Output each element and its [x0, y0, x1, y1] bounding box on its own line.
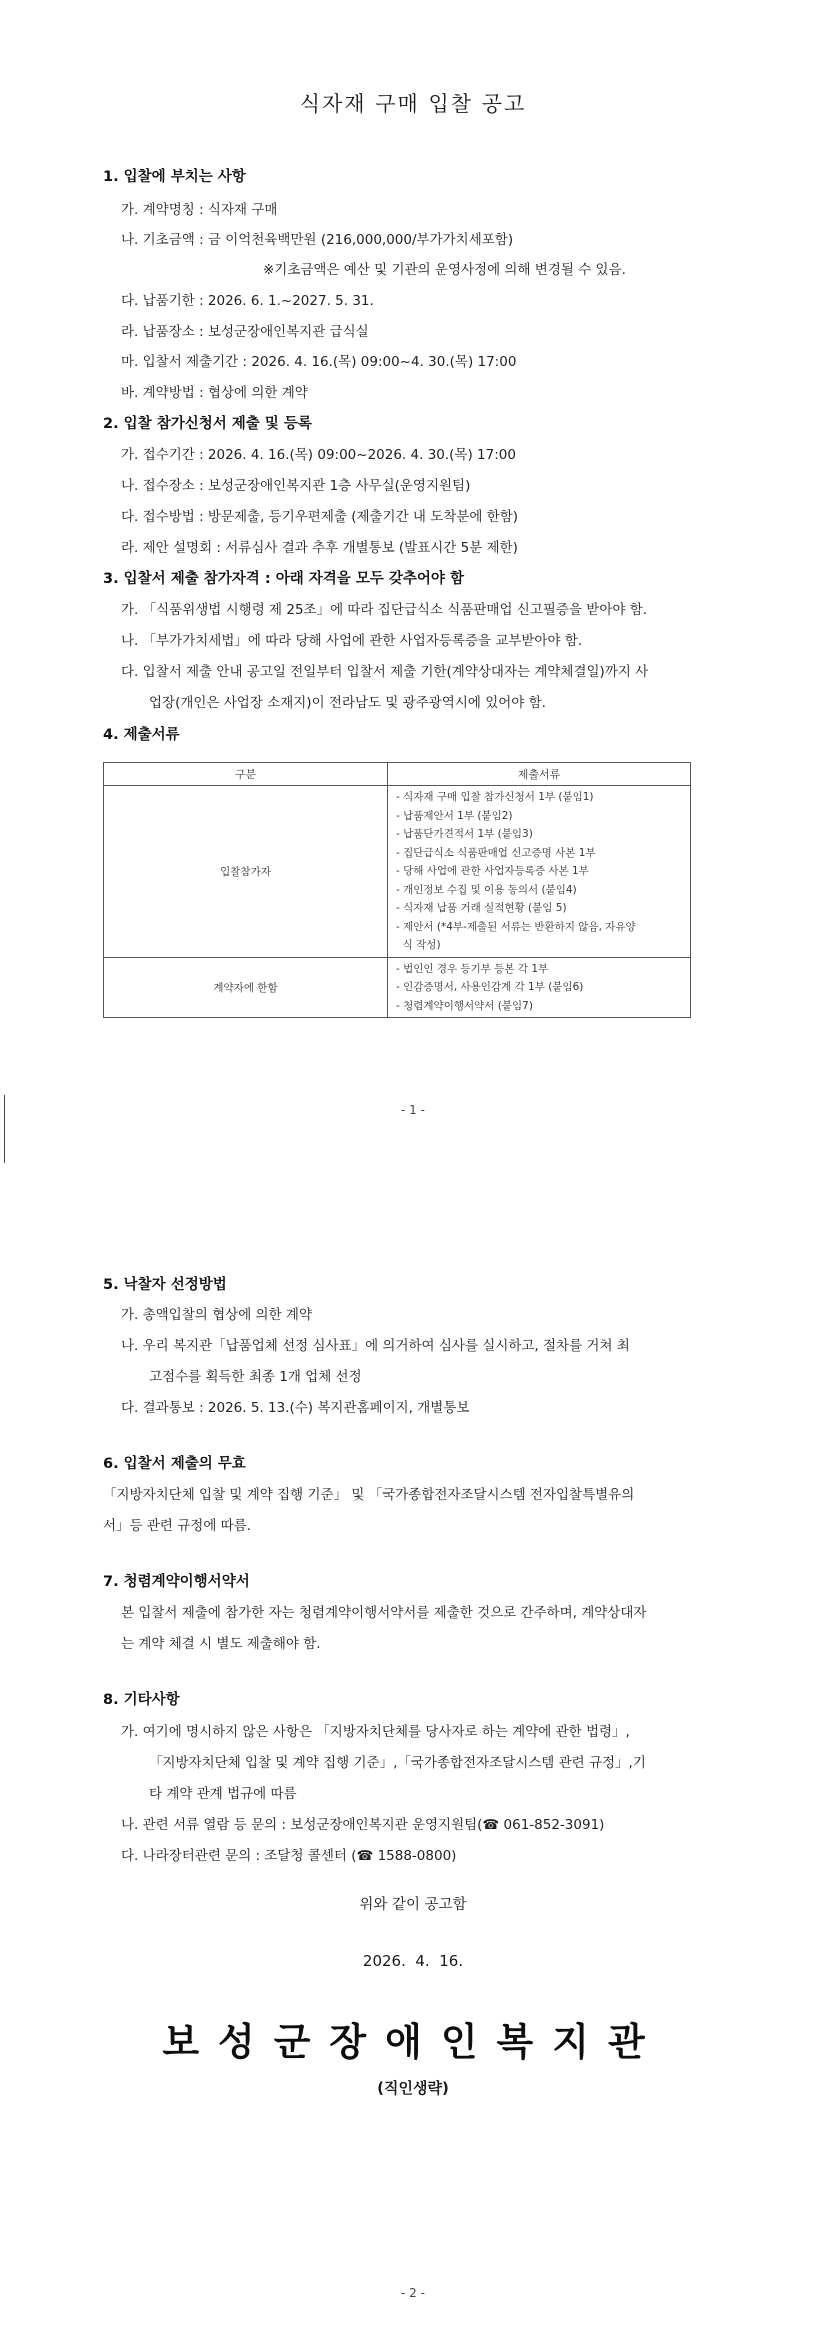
- section-5-item: 나. 우리 복지관「납품업체 선정 심사표」에 의거하여 심사를 실시하고, 절차를 거쳐 최: [121, 1338, 630, 1354]
- margin-line: [4, 1095, 5, 1163]
- section-6-heading: 6. 입찰서 제출의 무효: [103, 1456, 246, 1472]
- document-title: 식자재 구매 입찰 공고: [299, 92, 527, 116]
- section-3-item: 나. 「부가가치세법」에 따라 당해 사업에 관한 사업자등록증을 교부받아야 함.: [121, 633, 583, 649]
- section-1-heading: 1. 입찰에 부치는 사항: [103, 169, 246, 185]
- section-1-item: 라. 납품장소 : 보성군장애인복지관 급식실: [121, 324, 369, 340]
- section-3-item-continued: 업장(개인은 사업장 소재지)이 전라남도 및 광주광역시에 있어야 함.: [149, 695, 546, 711]
- document-list-item: - 식자재 구매 입찰 참가신청서 1부 (붙임1): [396, 791, 594, 803]
- closing-statement: 위와 같이 공고함: [359, 1897, 467, 1913]
- document-list-item: - 당해 사업에 관한 사업자등록증 사본 1부: [396, 865, 589, 877]
- table-cell-category: 계약자에 한함: [104, 957, 388, 1018]
- section-5-item-continued: 고점수를 획득한 최종 1개 업체 선정: [149, 1369, 362, 1385]
- section-8-item: 다. 나라장터관련 문의 : 조달청 콜센터 (☎ 1588-0800): [121, 1848, 457, 1864]
- document-list-item: 식 작성): [396, 939, 441, 951]
- section-5-item: 다. 결과통보 : 2026. 5. 13.(수) 복지관홈페이지, 개별통보: [121, 1400, 470, 1416]
- documents-table: [103, 762, 691, 1018]
- section-3-item: 다. 입찰서 제출 안내 공고일 전일부터 입찰서 제출 기한(계약상대자는 계약체결일)까지 사: [121, 664, 649, 680]
- page-number: - 1 -: [401, 1103, 425, 1117]
- section-7-text: 본 입찰서 제출에 참가한 자는 청렴계약이행서약서를 제출한 것으로 간주하며, 계약상대자: [121, 1605, 647, 1621]
- section-8-item: 나. 관련 서류 열람 등 문의 : 보성군장애인복지관 운영지원팀(☎ 061-852-3091): [121, 1817, 605, 1833]
- section-2-item: 라. 제안 설명회 : 서류심사 결과 추후 개별통보 (발표시간 5분 제한): [121, 540, 518, 556]
- document-list-item: - 제안서 (*4부-제출된 서류는 반환하지 않음, 자유양: [396, 920, 636, 933]
- table-header-category: 구분: [104, 763, 388, 786]
- section-1-item: 바. 계약방법 : 협상에 의한 계약: [121, 385, 308, 401]
- section-2-heading: 2. 입찰 참가신청서 제출 및 등록: [103, 416, 312, 432]
- page-number: - 2 -: [401, 2286, 425, 2300]
- document-list-item: - 인감증명서, 사용인감계 각 1부 (붙임6): [396, 981, 584, 993]
- document-list-item: - 집단급식소 식품판매업 신고증명 사본 1부: [396, 846, 596, 859]
- seal-note: (직인생략): [377, 2079, 449, 2097]
- section-5-heading: 5. 낙찰자 선정방법: [103, 1277, 227, 1293]
- table-header-documents: 제출서류: [388, 763, 691, 786]
- section-2-item: 다. 접수방법 : 방문제출, 등기우편제출 (제출기간 내 도착분에 한함): [121, 509, 519, 525]
- section-1-item: 나. 기초금액 : 금 이억천육백만원 (216,000,000/부가가치세포함): [121, 232, 514, 248]
- table-cell-documents: [388, 957, 691, 1018]
- table-row: [104, 786, 691, 958]
- section-4-heading: 4. 제출서류: [103, 727, 180, 743]
- section-3-heading: 3. 입찰서 제출 참가자격 : 아래 자격을 모두 갖추어야 함: [103, 571, 464, 587]
- document-list-item: - 개인정보 수집 및 이용 동의서 (붙임4): [396, 883, 577, 896]
- table-row: [104, 957, 691, 1018]
- section-8-item-continued: 「지방자치단체 입찰 및 계약 집행 기준」,「국가종합전자조달시스템 관련 규정」,기: [149, 1755, 646, 1771]
- section-6-text: 서」등 관련 규정에 따름.: [103, 1518, 252, 1534]
- section-2-item: 나. 접수장소 : 보성군장애인복지관 1층 사무실(운영지원팀): [121, 478, 471, 494]
- section-8-item: 가. 여기에 명시하지 않은 사항은 「지방자치단체를 당사자로 하는 계약에 관한 법령」,: [121, 1724, 630, 1740]
- table-cell-documents: [388, 786, 691, 958]
- section-8-heading: 8. 기타사항: [103, 1692, 180, 1708]
- document-list-item: - 식자재 납품 거래 실적현황 (붙임 5): [396, 902, 567, 914]
- organization-name: 보성군장애인복지관: [162, 2020, 664, 2064]
- document-list-item: - 청렴계약이행서약서 (붙임7): [396, 999, 533, 1012]
- table-header-row: [104, 763, 691, 786]
- section-7-text: 는 계약 체결 시 별도 제출해야 함.: [121, 1636, 321, 1652]
- announcement-date: 2026. 4. 16.: [362, 1952, 464, 1970]
- document-list-item: - 납품단가견적서 1부 (붙임3): [396, 828, 533, 840]
- section-1-note: ※기초금액은 예산 및 기관의 운영사정에 의해 변경될 수 있음.: [263, 262, 626, 278]
- document-list-item: - 법인인 경우 등기부 등본 각 1부: [396, 962, 549, 975]
- section-6-text: 「지방자치단체 입찰 및 계약 집행 기준」 및 「국가종합전자조달시스템 전자입찰특별유의: [103, 1487, 635, 1503]
- table-cell-category: 입찰참가자: [104, 786, 388, 958]
- section-3-item: 가. 「식품위생법 시행령 제 25조」에 따라 집단급식소 식품판매업 신고필증을 받아야 함.: [121, 602, 648, 618]
- section-1-item: 다. 납품기한 : 2026. 6. 1.~2027. 5. 31.: [121, 293, 374, 309]
- section-2-item: 가. 접수기간 : 2026. 4. 16.(목) 09:00~2026. 4. 30.(목) 17:00: [121, 447, 516, 463]
- section-8-item-continued: 타 계약 관계 법규에 따름: [149, 1786, 297, 1802]
- document-list-item: - 납품제안서 1부 (붙임2): [396, 809, 513, 822]
- page-2: [0, 1169, 826, 2338]
- section-7-heading: 7. 청렴계약이행서약서: [103, 1574, 250, 1590]
- section-1-item: 가. 계약명칭 : 식자재 구매: [121, 202, 278, 218]
- section-5-item: 가. 총액입찰의 협상에 의한 계약: [121, 1307, 312, 1323]
- section-1-item: 마. 입찰서 제출기간 : 2026. 4. 16.(목) 09:00~4. 30.(목) 17:00: [121, 354, 517, 370]
